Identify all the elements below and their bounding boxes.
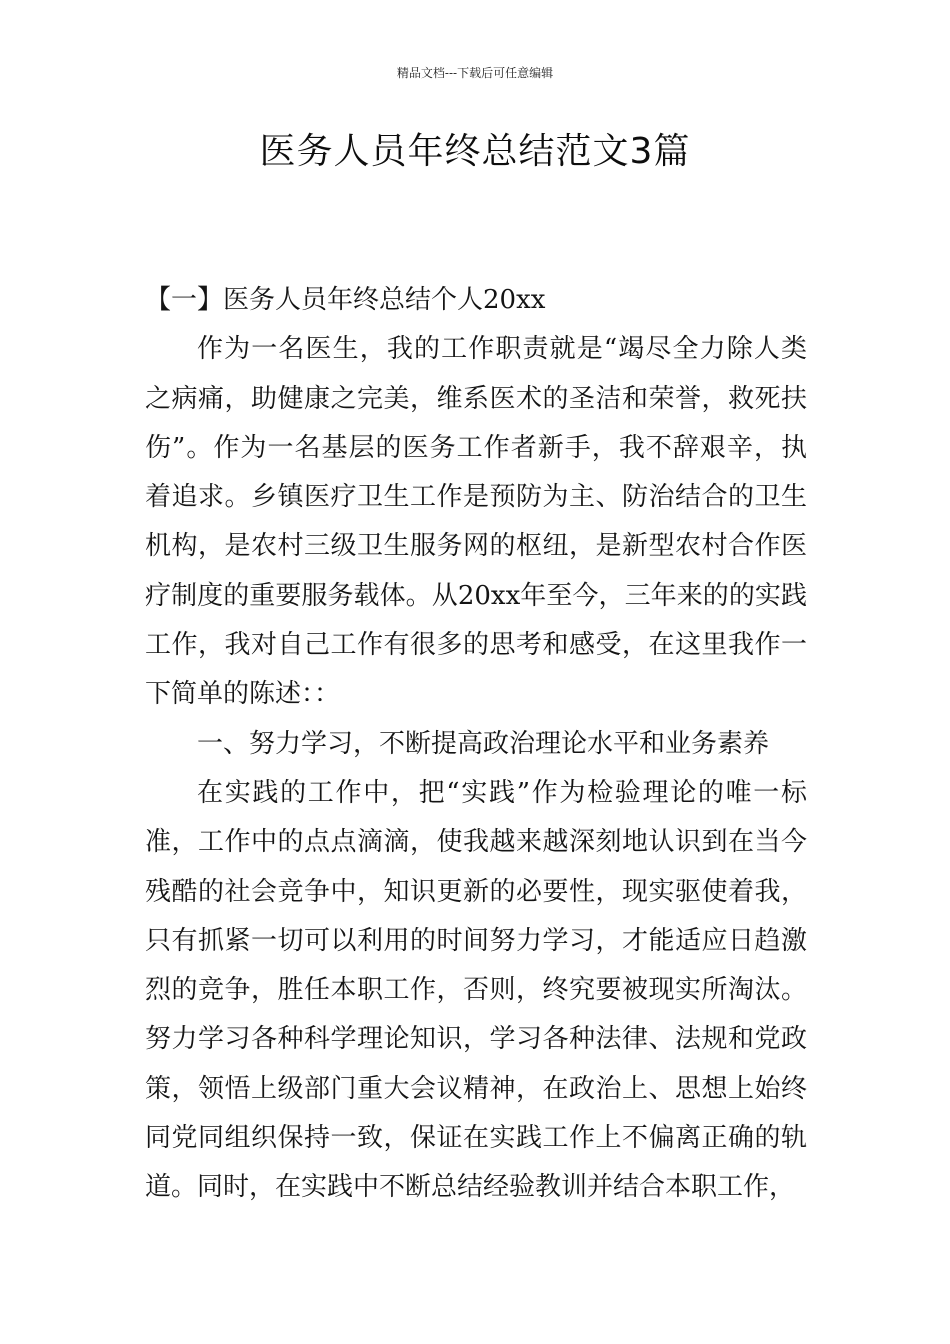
header-note: 精品文档---下载后可任意编辑 bbox=[396, 66, 554, 80]
document-title: 医务人员年终总结范文3篇 bbox=[259, 131, 691, 172]
document-body bbox=[145, 276, 807, 1213]
subsection-heading: 一、努力学习，不断提高政治理论水平和业务素养 bbox=[197, 728, 770, 759]
section-heading: 【一】医务人员年终总结个人20xx bbox=[145, 285, 546, 315]
body-paragraph: 在实践的工作中，把“实践”作为检验理论的唯一标准，工作中的点点滴滴，使我越来越深刻地认识到在当今残酷的社会竞争中，知识更新的必要性，现实驱使着我，只有抓紧一切可以利用的时间努力学习，才能适应日趋激烈的竞争，胜任本职工作，否则，终究要被现实所淘汰。努力学习各种科学理论知识，学习各种法律、法规和党政策，领悟上级部门重大会议精神，在政治上、思想上始终同党同组织保持一致，保证在实践工作上不偏离正确的轨道。同时，在实践中不断总结经验教训并结合本职工作， bbox=[145, 777, 807, 1203]
body-paragraph: 作为一名医生，我的工作职责就是“竭尽全力除人类之病痛，助健康之完美，维系医术的圣洁和荣誉，救死扶伤”。作为一名基层的医务工作者新手，我不辞艰辛，执着追求。乡镇医疗卫生工作是预防为主、防治结合的卫生机构，是农村三级卫生服务网的枢纽，是新型农村合作医疗制度的重要服务载体。从20xx年至今，三年来的的实践工作，我对自己工作有很多的思考和感受，在这里我作一下简单的陈述：： bbox=[145, 334, 807, 710]
